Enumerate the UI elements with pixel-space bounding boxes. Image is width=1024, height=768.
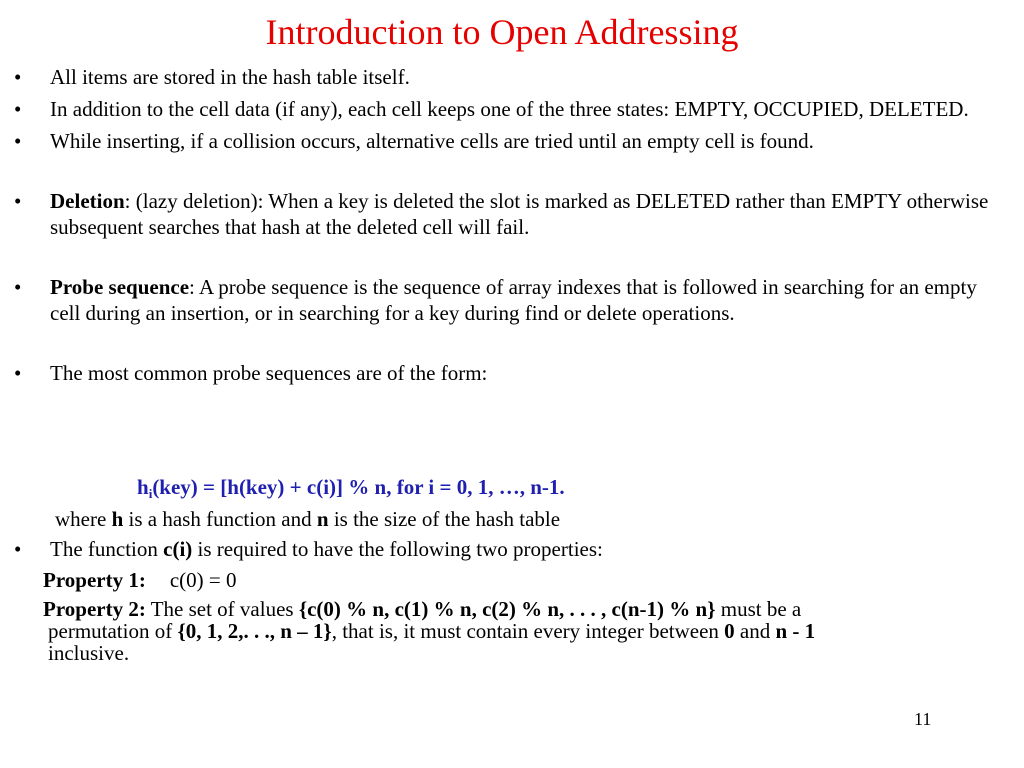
bullet-text: The most common probe sequences are of the form: xyxy=(50,361,488,385)
property-2-label: Property 2: xyxy=(43,597,146,621)
bullet-text: : A probe sequence is the sequence of array indexes that is followed in searching for an empty cell during an insertion, or in searching for a key during find or delete operations. xyxy=(50,275,977,325)
bullet-item xyxy=(12,128,1012,154)
where-pre: where xyxy=(55,507,112,531)
bullet-text: All items are stored in the hash table itself. xyxy=(50,65,410,89)
formula-subscript: i xyxy=(148,486,153,501)
property-2-text: must be a xyxy=(715,597,802,621)
property-2-text: permutation of xyxy=(48,619,178,643)
bullet-icon: • xyxy=(14,537,22,561)
bullet-text: The function xyxy=(50,537,164,561)
property-2-nminus: n - 1 xyxy=(775,619,816,643)
where-n: n xyxy=(316,507,329,531)
property-2-text: , that is, it must contain every integer between xyxy=(331,619,725,643)
slide-title: Introduction to Open Addressing xyxy=(265,12,739,52)
bullet-item xyxy=(12,64,1012,90)
bullet-text: In addition to the cell data (if any), each cell keeps one of the three states: EMPTY, OCCUPIED, DELETED. xyxy=(50,97,969,121)
term-deletion: Deletion xyxy=(50,189,125,213)
bullet-text: is required to have the following two properties: xyxy=(192,537,603,561)
property-2-text: The set of values xyxy=(145,597,299,621)
where-h: h xyxy=(111,507,124,531)
page-number: 11 xyxy=(914,709,932,729)
property-2 xyxy=(43,598,815,664)
bullet-icon: • xyxy=(14,189,22,213)
bullet-item xyxy=(12,274,1012,326)
property-2-set2: {0, 1, 2,. . ., n – 1} xyxy=(177,619,332,643)
property-2-line-2 xyxy=(43,620,815,642)
bullet-text: While inserting, if a collision occurs, alternative cells are tried until an empty cell is found. xyxy=(50,129,814,153)
term-ci: c(i) xyxy=(163,537,193,561)
bullet-item xyxy=(12,360,1012,386)
where-mid: is a hash function and xyxy=(123,507,317,531)
property-1 xyxy=(43,568,236,593)
property-1-label: Property 1: xyxy=(43,568,146,592)
bullet-icon: • xyxy=(14,361,22,385)
where-line xyxy=(55,507,560,532)
property-1-value: c(0) = 0 xyxy=(169,568,237,592)
slide-body xyxy=(12,64,1012,386)
where-post: is the size of the hash table xyxy=(328,507,561,531)
bullet-icon: • xyxy=(14,129,22,153)
bullet-icon: • xyxy=(14,97,22,121)
property-2-text: inclusive. xyxy=(48,641,130,665)
property-2-text: and xyxy=(734,619,776,643)
bullet-icon: • xyxy=(14,65,22,89)
probe-formula xyxy=(137,475,565,502)
property-2-set: {c(0) % n, c(1) % n, c(2) % n, . . . , c(n-1) % n} xyxy=(298,597,716,621)
bullet-item xyxy=(12,188,1012,240)
bullet-item xyxy=(12,96,1012,122)
bullet-item xyxy=(14,537,603,562)
bullet-icon: • xyxy=(14,275,22,299)
bullet-text: : (lazy deletion): When a key is deleted the slot is marked as DELETED rather than EMPTY otherwise subsequent searches that hash at the deleted cell will fail. xyxy=(50,189,989,239)
property-2-line-1 xyxy=(43,598,815,620)
term-probe-sequence: Probe sequence xyxy=(50,275,190,299)
formula-h: h xyxy=(137,475,149,499)
property-2-line-3 xyxy=(43,642,815,664)
function-line xyxy=(50,537,603,562)
formula-rest: (key) = [h(key) + c(i)] % n, for i = 0, 1, …, n-1. xyxy=(152,475,565,499)
property-2-zero: 0 xyxy=(724,619,735,643)
